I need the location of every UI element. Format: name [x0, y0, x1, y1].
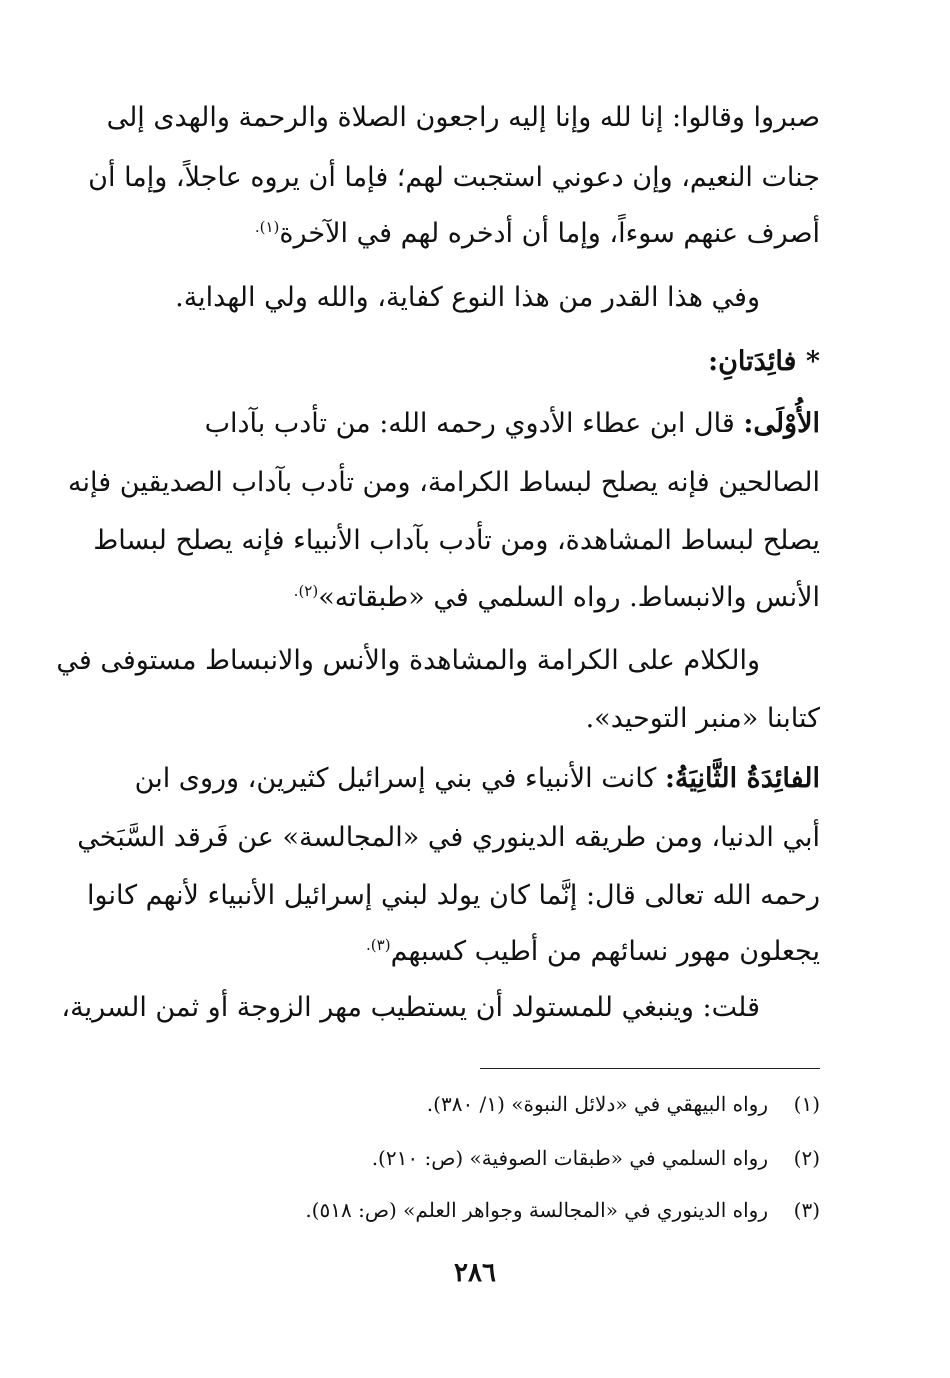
heading-text: * فائِدَتانِ: [708, 346, 820, 377]
line-text: كتابنا «منبر التوحيد». [585, 703, 820, 734]
text-line [110, 408, 820, 439]
footnote-number: (١) [793, 1092, 820, 1116]
subheading-second: الفائِدَةُ الثَّانِيَةُ: [664, 763, 820, 794]
footnote-number: (٣) [793, 1198, 820, 1222]
footnote-divider [480, 1068, 820, 1069]
text-line [87, 880, 820, 911]
text-line [61, 992, 760, 1023]
footnote-item [305, 1198, 820, 1222]
line-text: صبروا وقالوا: إنا لله وإنا إليه راجعون الصلاة والرحمة والهدى إلى [106, 102, 820, 133]
text-line [110, 936, 820, 967]
footnote-text: رواه البيهقي في «دلائل النبوة» (١/ ٣٨٠). [426, 1092, 768, 1116]
footnote-text: رواه الدينوري في «المجالسة وجواهر العلم» (ص: ٥١٨). [305, 1198, 768, 1222]
text-line [110, 703, 820, 734]
line-text: والكلام على الكرامة والمشاهدة والأنس والانبساط مستوفى في [56, 645, 760, 676]
line-text: كانت الأنبياء في بني إسرائيل كثيرين، وروى ابن [134, 763, 657, 794]
text-line [88, 162, 820, 193]
footnote-item [427, 1092, 820, 1116]
text-line [93, 525, 820, 556]
text-line [175, 282, 760, 313]
footnote-ref: (٣). [366, 936, 391, 954]
line-text: أصرف عنهم سوءاً، وإما أن أدخره لهم في الآخرة [279, 218, 820, 249]
line-text: الأنس والانبساط. رواه السلمي في «طبقاته» [318, 582, 820, 613]
text-line [106, 102, 820, 133]
line-text: يجعلون مهور نسائهم من أطيب كسبهم [390, 936, 820, 967]
footnote-number: (٢) [793, 1146, 820, 1170]
line-text: قال ابن عطاء الأدوي رحمه الله: من تأدب بآداب [204, 408, 735, 439]
footnote-text: رواه السلمي في «طبقات الصوفية» (ص: ٢١٠). [371, 1146, 768, 1170]
line-text: قلت: وينبغي للمستولد أن يستطيب مهر الزوجة أو ثمن السرية، [61, 992, 760, 1023]
footnote-item [372, 1146, 820, 1170]
line-text: أبي الدنيا، ومن طريقه الدينوري في «المجالسة» عن فَرقد السَّبَخي [77, 822, 820, 853]
line-text: جنات النعيم، وإن دعوني استجبت لهم؛ فإما أن يروه عاجلاً، وإما أن [88, 162, 820, 193]
footnote-ref: (١). [254, 218, 280, 236]
text-line [110, 582, 820, 613]
line-text: رحمه الله تعالى قال: إنَّما كان يولد لبني إسرائيل الأنبياء لأنهم كانوا [87, 880, 820, 911]
section-heading [110, 346, 820, 377]
footnote-ref: (٢). [293, 582, 319, 600]
text-line [110, 218, 820, 249]
text-line [110, 763, 820, 794]
line-text: يصلح لبساط المشاهدة، ومن تأدب بآداب الأنبياء فإنه يصلح لبساط [93, 525, 820, 556]
subheading-first: الأُوْلَى: [743, 408, 820, 439]
line-text: وفي هذا القدر من هذا النوع كفاية، والله ولي الهداية. [175, 282, 760, 313]
text-line [68, 467, 820, 498]
page-number: ٢٨٦ [454, 1258, 496, 1288]
line-text: الصالحين فإنه يصلح لبساط الكرامة، ومن تأدب بآداب الصديقين فإنه [68, 467, 820, 498]
text-line [77, 822, 820, 853]
text-line [56, 645, 760, 676]
